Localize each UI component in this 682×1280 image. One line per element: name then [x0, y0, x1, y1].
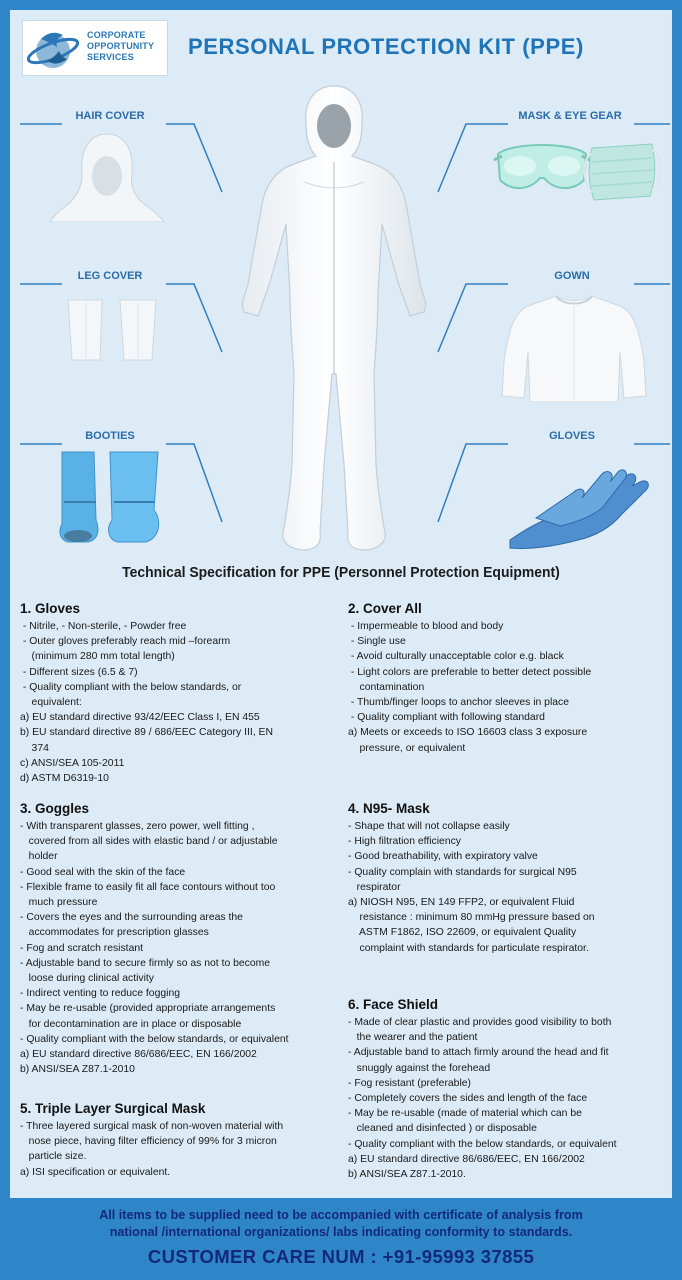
spec-line: - Fog and scratch resistant	[20, 942, 144, 954]
spec-line: b) ANSI/SEA Z87.1-2010	[20, 1064, 135, 1076]
company-logo	[22, 20, 168, 76]
spec-line: - Impermeable to blood and body	[348, 621, 504, 632]
section-triple-layer-mask	[20, 1100, 338, 1180]
section-goggles	[20, 800, 338, 1077]
spec-line: complaint with standards for particulate respirator.	[348, 942, 589, 954]
spec-line: - Fog resistant (preferable)	[348, 1077, 472, 1089]
spec-line: - High filtration efficiency	[348, 836, 461, 848]
spec-line: equivalent:	[20, 697, 82, 709]
spec-line: respirator	[348, 881, 401, 893]
spec-list	[20, 619, 338, 786]
spec-line: - Good breathability, with expiratory valve	[348, 851, 538, 863]
section-cover-all	[348, 600, 666, 756]
nitrile-gloves-image	[506, 456, 652, 550]
callout-leg-cover: LEG COVER	[77, 270, 143, 282]
certificate-note-line-1: All items to be supplied need to be accompanied with certificate of analysis from	[99, 1208, 583, 1222]
spec-line: holder	[20, 851, 58, 863]
spec-line: a) EU standard directive 93/42/EEC Class I, EN 455	[20, 712, 260, 724]
spec-line: - Shape that will not collapse easily	[348, 821, 510, 832]
spec-line: a) EU standard directive 86/686/EEC, EN 166/2002	[20, 1049, 257, 1061]
callout-gown: GOWN	[554, 270, 590, 282]
spec-line: d) ASTM D6319-10	[20, 773, 109, 785]
ppe-poster	[10, 10, 672, 1198]
spec-line: - Adjustable band to secure firmly so as not to become	[20, 957, 271, 969]
spec-line: for decontamination are in place or disposable	[20, 1018, 242, 1030]
spec-line: - Made of clear plastic and provides good visibility to both	[348, 1017, 612, 1028]
gown-image	[500, 292, 648, 402]
callout-gloves: GLOVES	[549, 430, 595, 442]
spec-line: - Flexible frame to easily fit all face contours without too	[20, 881, 276, 893]
spec-list	[348, 819, 666, 956]
spec-line: - Covers the eyes and the surrounding areas the	[20, 912, 243, 924]
spec-line: - Quality compliant with following standard	[348, 712, 545, 724]
spec-line: - Nitrile, - Non-sterile, - Powder free	[20, 621, 187, 632]
spec-line: - Quality compliant with the below standards, or equivalent	[20, 1033, 289, 1045]
section-title: 2. Cover All	[348, 601, 422, 616]
page-title: PERSONAL PROTECTION KIT (PPE)	[188, 34, 584, 59]
spec-line: (minimum 280 mm total length)	[20, 651, 175, 663]
spec-line: accommodates for prescription glasses	[20, 927, 209, 939]
spec-line: snuggly against the forehead	[348, 1062, 491, 1074]
spec-list	[348, 1015, 670, 1182]
spec-line: a) EU standard directive 86/686/EEC, EN 166/2002	[348, 1153, 585, 1165]
section-title: 4. N95- Mask	[348, 801, 430, 816]
spec-line: cleaned and disinfected ) or disposable	[348, 1123, 537, 1135]
section-title: 1. Gloves	[20, 601, 81, 616]
spec-line: ASTM F1862, ISO 22609, or equivalent Quality	[348, 927, 577, 939]
spec-line: a) Meets or exceeds to ISO 16603 class 3 exposure	[348, 727, 588, 739]
section-gloves	[20, 600, 338, 786]
logo-line-1: CORPORATE	[87, 30, 146, 40]
spec-line: - Indirect venting to reduce fogging	[20, 988, 180, 1000]
hair-cover-image	[48, 130, 166, 222]
spec-line: - Quality complain with standards for surgical N95	[348, 866, 577, 878]
spec-line: contamination	[348, 681, 425, 693]
section-title: 5. Triple Layer Surgical Mask	[20, 1101, 206, 1116]
callout-booties: BOOTIES	[85, 430, 135, 442]
spec-line: - May be re-usable (provided appropriate arrangements	[20, 1003, 276, 1015]
spec-line: - May be re-usable (made of material which can be	[348, 1108, 582, 1120]
logo-line-2: OPPORTUNITY	[87, 41, 155, 51]
customer-care-number: CUSTOMER CARE NUM : +91-95993 37855	[147, 1246, 535, 1267]
spec-line: - Single use	[348, 636, 406, 648]
spec-line: a) NIOSH N95, EN 149 FFP2, or equivalent Fluid	[348, 897, 575, 909]
spec-line: particle size.	[20, 1151, 87, 1163]
leg-cover-image	[62, 298, 162, 362]
spec-line: nose piece, having filter efficiency of 99% for 3 micron	[20, 1136, 277, 1148]
callout-mask-eye-gear: MASK & EYE GEAR	[518, 110, 622, 122]
section-n95-mask	[348, 800, 666, 956]
spec-line: - Thumb/finger loops to anchor sleeves in place	[348, 697, 570, 709]
spec-line: pressure, or equivalent	[348, 742, 466, 754]
spec-line: b) ANSI/SEA Z87.1-2010.	[348, 1169, 466, 1181]
spec-line: c) ANSI/SEA 105-2011	[20, 757, 125, 769]
spec-line: b) EU standard directive 89 / 686/EEC Category III, EN	[20, 727, 273, 739]
spec-line: - Outer gloves preferably reach mid –forearm	[20, 636, 231, 648]
spec-list	[348, 619, 666, 756]
callout-hair-cover: HAIR COVER	[75, 110, 145, 122]
logo-line-3: SERVICES	[87, 52, 134, 62]
spec-heading: Technical Specification for PPE (Personnel Protection Equipment)	[122, 564, 560, 581]
certificate-note-line-2: national /international organizations/ labs indicating conformity to standards.	[109, 1225, 573, 1239]
spec-line: loose during clinical activity	[20, 973, 154, 985]
spec-line: - Avoid culturally unacceptable color e.g. black	[348, 651, 564, 663]
section-face-shield	[348, 996, 670, 1182]
globe-logo-icon	[27, 25, 85, 73]
surgical-mask-image	[580, 134, 664, 210]
spec-list	[20, 1119, 338, 1180]
booties-image	[54, 450, 166, 546]
spec-line: - Quality compliant with the below standards, or	[20, 681, 242, 693]
spec-line: much pressure	[20, 897, 98, 909]
logo-wordmark	[87, 30, 154, 63]
spec-line: a) ISI specification or equivalent.	[20, 1166, 171, 1178]
spec-line: - Quality compliant with the below standards, or equivalent	[348, 1138, 617, 1150]
spec-list	[20, 819, 338, 1077]
spec-line: - Three layered surgical mask of non-woven material with	[20, 1121, 284, 1132]
certificate-note	[0, 1198, 682, 1241]
spec-line: resistance : minimum 80 mmHg pressure based on	[348, 912, 595, 924]
section-title: 3. Goggles	[20, 801, 90, 816]
spec-line: - Different sizes (6.5 & 7)	[20, 666, 138, 678]
section-title: 6. Face Shield	[348, 997, 439, 1012]
spec-line: - Light colors are preferable to better detect possible	[348, 666, 592, 678]
safety-goggles-image	[492, 134, 592, 204]
coverall-suit-image	[236, 84, 432, 560]
spec-line: - With transparent glasses, zero power, well fitting ,	[20, 821, 255, 832]
spec-line: 374	[20, 742, 49, 754]
spec-line: - Completely covers the sides and length of the face	[348, 1093, 588, 1105]
spec-line: - Adjustable band to attach firmly around the head and fit	[348, 1047, 609, 1059]
spec-line: covered from all sides with elastic band / or adjustable	[20, 836, 278, 848]
spec-line: the wearer and the patient	[348, 1032, 478, 1044]
spec-line: - Good seal with the skin of the face	[20, 866, 186, 878]
